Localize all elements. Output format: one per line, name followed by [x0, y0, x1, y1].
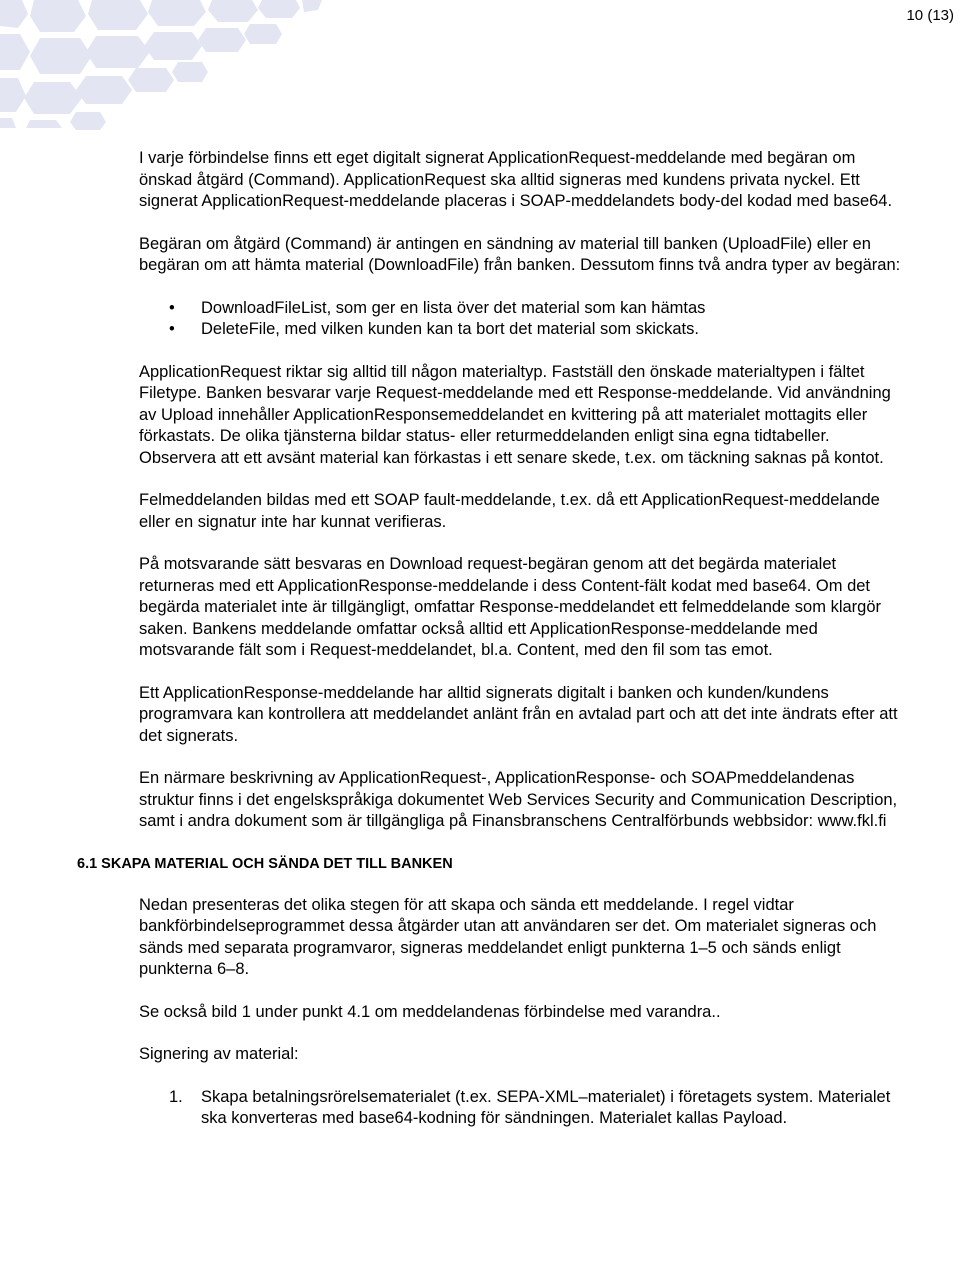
- paragraph: Felmeddelanden bildas med ett SOAP fault-meddelande, t.ex. då ett ApplicationRequest-meddelande eller en signatur inte har kunnat verifieras.: [139, 491, 880, 531]
- paragraph: Ett ApplicationResponse-meddelande har alltid signerats digitalt i banken och kunden/kundens programvara kan kontrollera att meddelandet anlänt från en avtalad part och att det inte ändrats efter att det signerats.: [139, 683, 898, 745]
- paragraph: Begäran om åtgärd (Command) är antingen en sändning av material till banken (UploadFile) eller en begäran om att hämta material (DownloadFile) från banken. Dessutom finns två andra typer av begäran:: [139, 234, 901, 274]
- paragraph: En närmare beskrivning av ApplicationRequest-, ApplicationResponse- och SOAPmeddelandenas struktur finns i det engelskspråkiga dokumentet Web Services Security and Communication Description, samt i andra dokument som är tillgängliga på Finansbranschens Centralförbunds webbsidor: www.fkl.fi: [139, 769, 898, 830]
- paragraph: Signering av material:: [139, 1045, 299, 1063]
- section-heading: 6.1 SKAPA MATERIAL OCH SÄNDA DET TILL BANKEN: [77, 855, 453, 872]
- list-item: [139, 1087, 904, 1130]
- paragraph: Se också bild 1 under punkt 4.1 om meddelandenas förbindelse med varandra..: [139, 1002, 721, 1021]
- document-body: [77, 148, 904, 1130]
- paragraph: Nedan presenteras det olika stegen för att skapa och sända ett meddelande. I regel vidtar bankförbindelseprogrammet dessa åtgärder utan att användaren ser det. Om materialet signeras och sänds med separata programvaror, signeras meddelandet enligt punkterna 1–5 och sänds enligt punkterna 6–8.: [139, 895, 877, 978]
- steps-list: [139, 1087, 904, 1130]
- request-types-list: [139, 298, 904, 341]
- list-item: • DeleteFile, med vilken kunden kan ta bort det material som skickats.: [139, 319, 904, 341]
- hexagon-logo: [0, 0, 330, 130]
- paragraph: På motsvarande sätt besvaras en Download request-begäran genom att det begärda materialet returneras med ett ApplicationResponse-meddelande i dess Content-fält kodat med base64. Om det begärda materialet inte är tillgängligt, omfattar Response-meddelandet ett felmeddelande som klargör saken. Bankens meddelande omfattar också alltid ett ApplicationResponse-meddelande med motsvarande fält som i Request-meddelandet, bl.a. Content, med den fil som tas emot.: [139, 555, 882, 659]
- list-item: • DownloadFileList, som ger en lista över det material som kan hämtas: [139, 298, 904, 320]
- step-number: 1.: [169, 1087, 183, 1106]
- page-number: 10 (13): [906, 7, 954, 24]
- step-text: Skapa betalningsrörelsematerialet (t.ex. SEPA-XML–materialet) i företagets system. Materialet ska konverteras med base64-kodning för sändningen. Materialet kallas Payload.: [201, 1087, 891, 1127]
- paragraph: I varje förbindelse finns ett eget digitalt signerat ApplicationRequest-meddelande med begäran om önskad åtgärd (Command). ApplicationRequest ska alltid signeras med kundens privata nyckel. Ett signerat ApplicationRequest-meddelande placeras i SOAP-meddelandets body-del kodad med base64.: [139, 149, 893, 210]
- paragraph: ApplicationRequest riktar sig alltid till någon materialtyp. Fastställ den önskade materialtypen i fältet Filetype. Banken besvarar varje Request-meddelande med ett Response-meddelande. Vid användning av Upload innehåller ApplicationResponsemeddelandet en kvittering på att materialet mottagits eller förkastats. De olika tjänsterna bildar status- eller returmeddelanden enligt sina egna tidtabeller. Observera att ett avsänt material kan förkastas i ett senare skede, t.ex. om täckning saknas på kontot.: [139, 362, 891, 467]
